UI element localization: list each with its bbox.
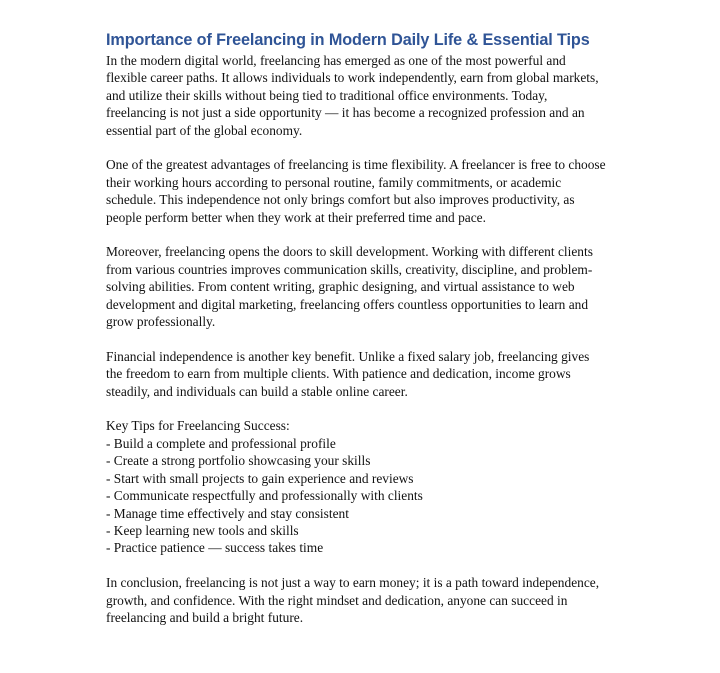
tips-section — [106, 417, 630, 556]
paragraph-line: the freedom to earn from multiple clients. With patience and dedication, income grows — [106, 366, 571, 382]
paragraph-line: development and digital marketing, freelancing offers countless opportunities to learn and — [106, 296, 589, 312]
paragraph-line: schedule. This independence not only brings comfort but also improves productivity, as — [106, 192, 575, 208]
paragraph-line: In conclusion, freelancing is not just a way to earn money; it is a path toward independence, — [106, 575, 600, 591]
document-body — [106, 52, 630, 626]
paragraph-time-flexibility — [106, 156, 630, 226]
paragraph-line: and utilize their skills without being tied to traditional office environments. Today, — [106, 87, 548, 103]
paragraph-line: grow professionally. — [106, 314, 216, 330]
paragraph-line: solving abilities. From content writing, graphic designing, and virtual assistance to web — [106, 279, 575, 295]
tip-item: - Start with small projects to gain experience and reviews — [106, 470, 414, 486]
tip-item: - Manage time effectively and stay consistent — [106, 505, 349, 521]
document-title: Importance of Freelancing in Modern Daily Life & Essential Tips — [106, 31, 590, 49]
paragraph-line: Financial independence is another key benefit. Unlike a fixed salary job, freelancing gives — [106, 348, 590, 364]
paragraph-line: steadily, and individuals can build a stable online career. — [106, 383, 408, 399]
tip-item: - Create a strong portfolio showcasing your skills — [106, 453, 371, 469]
tips-heading: Key Tips for Freelancing Success: — [106, 418, 290, 434]
paragraph-line: freelancing and build a bright future. — [106, 609, 304, 625]
paragraph-line: essential part of the global economy. — [106, 122, 303, 138]
paragraph-line: from various countries improves communication skills, creativity, discipline, and problem- — [106, 261, 593, 277]
paragraph-line: their working hours according to personal routine, family commitments, or academic — [106, 174, 562, 190]
tips-list — [106, 435, 630, 557]
paragraph-line: people perform better when they work at their preferred time and pace. — [106, 209, 486, 225]
tip-item: - Communicate respectfully and professionally with clients — [106, 488, 423, 504]
paragraph-line: flexible career paths. It allows individuals to work independently, earn from global markets, — [106, 70, 599, 86]
paragraph-skill-development — [106, 243, 630, 330]
paragraph-line: freelancing is not just a side opportunity — it has become a recognized profession and an — [106, 105, 585, 121]
tip-item: - Practice patience — success takes time — [106, 540, 324, 556]
paragraph-conclusion — [106, 574, 630, 626]
paragraph-line: Moreover, freelancing opens the doors to skill development. Working with different clients — [106, 244, 593, 260]
tip-item: - Build a complete and professional profile — [106, 435, 336, 451]
paragraph-line: One of the greatest advantages of freelancing is time flexibility. A freelancer is free to choose — [106, 157, 606, 173]
tip-item: - Keep learning new tools and skills — [106, 522, 299, 538]
paragraph-intro — [106, 52, 630, 139]
paragraph-financial-independence — [106, 348, 630, 400]
paragraph-line: growth, and confidence. With the right mindset and dedication, anyone can succeed in — [106, 592, 568, 608]
paragraph-line: In the modern digital world, freelancing has emerged as one of the most powerful and — [106, 53, 566, 68]
